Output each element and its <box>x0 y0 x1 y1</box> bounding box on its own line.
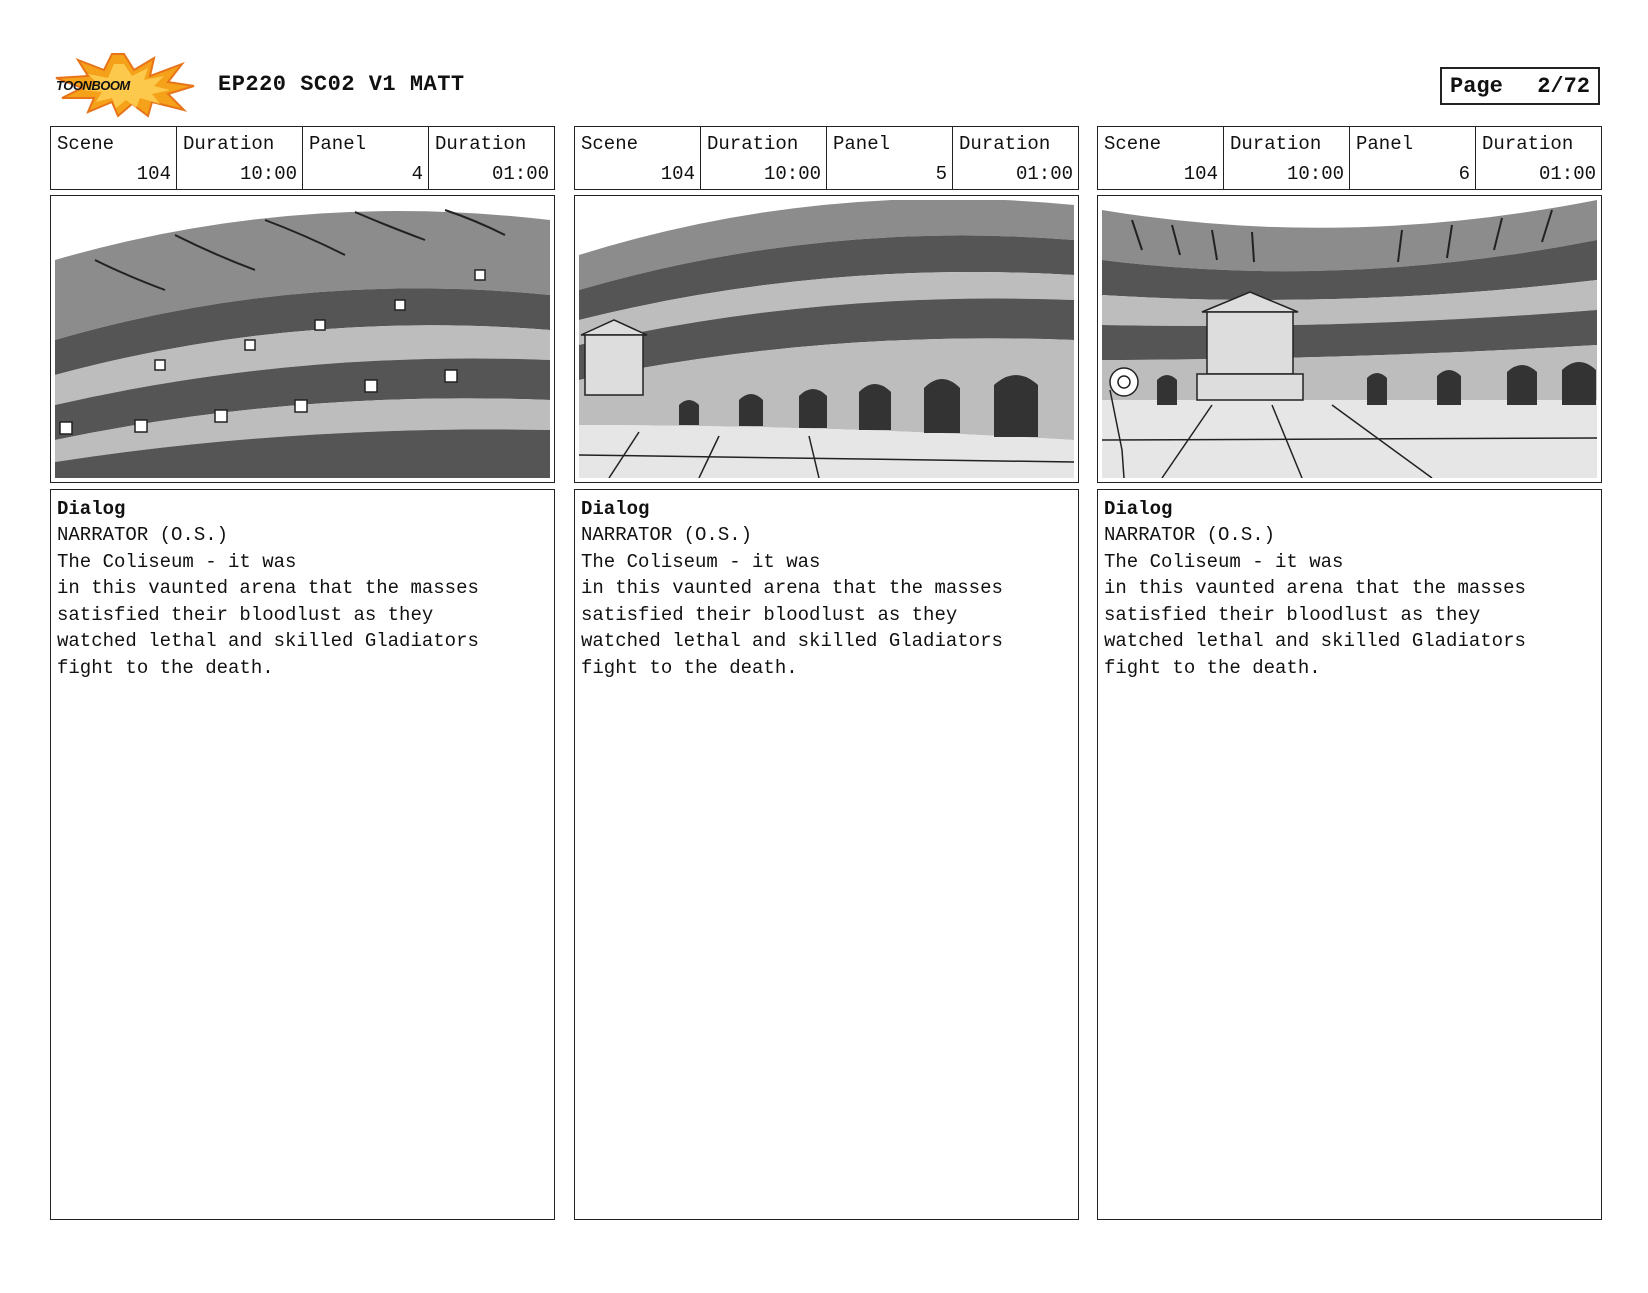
dialog-line: watched lethal and skilled Gladiators <box>581 630 1003 652</box>
duration-label: Duration <box>707 133 799 155</box>
logo-text: TOONBOOM <box>56 78 130 93</box>
scene-duration-cell <box>177 127 303 189</box>
dialog-line: in this vaunted arena that the masses <box>581 577 1003 599</box>
dialog-line: satisfied their bloodlust as they <box>1104 603 1481 626</box>
dialog-line: The Coliseum - it was <box>1104 550 1344 573</box>
scene-cell <box>51 127 177 189</box>
storyboard-frame <box>1097 195 1602 483</box>
panel-value: 4 <box>411 163 423 185</box>
dialog-heading: Dialog <box>581 498 650 520</box>
dialog-line: NARRATOR (O.S.) <box>581 524 753 546</box>
dialog-heading: Dialog <box>1104 498 1173 520</box>
dialog-line: watched lethal and skilled Gladiators <box>57 630 479 652</box>
dialog-box <box>1097 489 1602 1220</box>
scene-value: 104 <box>1183 163 1218 185</box>
panel-duration-label: Duration <box>435 133 527 155</box>
toonboom-logo <box>52 52 197 118</box>
dialog-line: fight to the death. <box>57 656 274 679</box>
scene-duration-cell <box>1224 127 1350 189</box>
panel-value: 6 <box>1458 163 1470 185</box>
duration-value: 10:00 <box>239 163 297 185</box>
coliseum-sketch-wide <box>579 200 1074 478</box>
panel-column <box>1097 126 1602 1220</box>
panel-cell <box>303 127 429 189</box>
duration-value: 10:00 <box>1286 163 1344 185</box>
panel-duration-cell <box>953 127 1078 189</box>
dialog-line: watched lethal and skilled Gladiators <box>1104 630 1526 652</box>
scene-label: Scene <box>581 133 639 155</box>
document-title: EP220 SC02 V1 MATT <box>218 72 465 97</box>
dialog-box <box>50 489 555 1220</box>
panel-duration-value: 01:00 <box>1538 163 1596 185</box>
dialog-line: The Coliseum - it was <box>57 550 297 573</box>
duration-label: Duration <box>1230 133 1322 155</box>
scene-cell <box>1098 127 1224 189</box>
scene-duration-cell <box>701 127 827 189</box>
page-number: 2/72 <box>1537 73 1590 99</box>
dialog-line: fight to the death. <box>581 656 798 679</box>
coliseum-sketch-arena <box>1102 200 1597 478</box>
scene-cell <box>575 127 701 189</box>
dialog-line: in this vaunted arena that the masses <box>1104 577 1526 599</box>
panel-info-table <box>574 126 1079 190</box>
scene-value: 104 <box>660 163 695 185</box>
dialog-heading: Dialog <box>57 498 126 520</box>
dialog-line: in this vaunted arena that the masses <box>57 577 479 599</box>
duration-value: 10:00 <box>763 163 821 185</box>
storyboard-frame <box>574 195 1079 483</box>
panel-cell <box>1350 127 1476 189</box>
dialog-line: satisfied their bloodlust as they <box>57 603 434 626</box>
panel-duration-value: 01:00 <box>1015 163 1073 185</box>
panel-label: Panel <box>1356 133 1414 155</box>
duration-label: Duration <box>183 133 275 155</box>
page-indicator <box>1440 67 1600 105</box>
page-label: Page <box>1450 73 1503 99</box>
panel-duration-label: Duration <box>1482 133 1574 155</box>
panel-duration-label: Duration <box>959 133 1051 155</box>
storyboard-frame <box>50 195 555 483</box>
panel-label: Panel <box>309 133 367 155</box>
dialog-line: NARRATOR (O.S.) <box>57 524 229 546</box>
panel-value: 5 <box>935 163 947 185</box>
panel-duration-cell <box>429 127 554 189</box>
panel-duration-value: 01:00 <box>491 163 549 185</box>
dialog-line: fight to the death. <box>1104 656 1321 679</box>
scene-value: 104 <box>136 163 171 185</box>
scene-label: Scene <box>57 133 115 155</box>
dialog-box <box>574 489 1079 1220</box>
dialog-line: satisfied their bloodlust as they <box>581 603 958 626</box>
panel-duration-cell <box>1476 127 1601 189</box>
coliseum-sketch-close-up <box>55 200 550 478</box>
panel-cell <box>827 127 953 189</box>
dialog-line: The Coliseum - it was <box>581 550 821 573</box>
panel-label: Panel <box>833 133 891 155</box>
panel-column <box>50 126 555 1220</box>
panel-info-table <box>1097 126 1602 190</box>
scene-label: Scene <box>1104 133 1162 155</box>
panel-column <box>574 126 1079 1220</box>
panel-info-table <box>50 126 555 190</box>
dialog-line: NARRATOR (O.S.) <box>1104 524 1276 546</box>
